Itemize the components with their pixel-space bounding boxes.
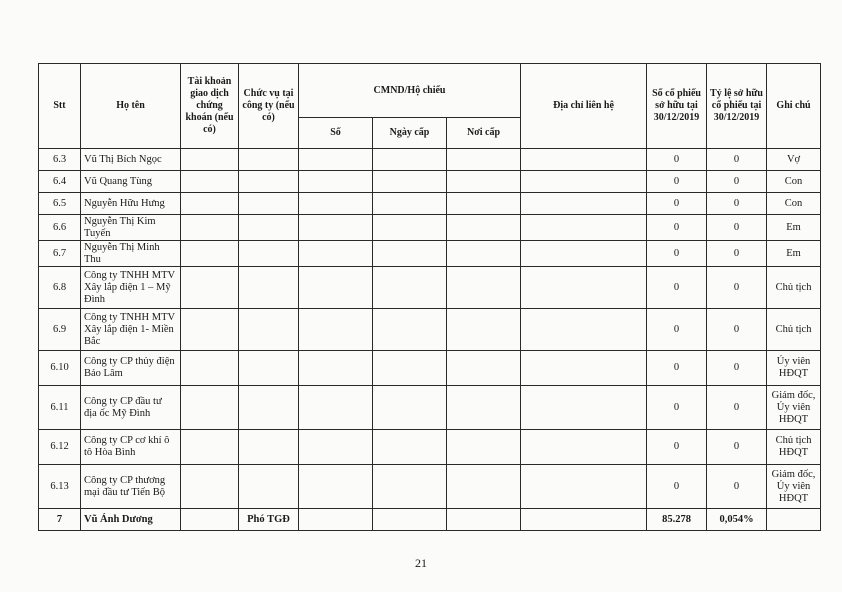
cell-stt: 6.10 <box>39 351 81 386</box>
header-account: Tài khoản giao dịch chứng khoán (nếu có) <box>181 64 239 149</box>
cell-stt: 6.7 <box>39 241 81 267</box>
cell-position <box>239 386 299 430</box>
cell-name: Nguyễn Hữu Hưng <box>81 193 181 215</box>
cell-name: Công ty CP thương mại đầu tư Tiến Bộ <box>81 465 181 509</box>
cell-account <box>181 267 239 309</box>
cell-id-place <box>447 215 521 241</box>
cell-stt: 6.3 <box>39 149 81 171</box>
cell-name: Công ty CP thủy điện Bảo Lâm <box>81 351 181 386</box>
cell-id-no <box>299 309 373 351</box>
cell-id-date <box>373 430 447 465</box>
cell-ratio: 0 <box>707 215 767 241</box>
cell-stt: 6.8 <box>39 267 81 309</box>
cell-id-no <box>299 465 373 509</box>
cell-shares: 0 <box>647 351 707 386</box>
cell-note <box>767 509 821 531</box>
cell-stt: 6.5 <box>39 193 81 215</box>
cell-stt: 6.13 <box>39 465 81 509</box>
cell-shares: 0 <box>647 386 707 430</box>
cell-position <box>239 267 299 309</box>
table-row <box>39 465 821 509</box>
cell-address <box>521 386 647 430</box>
cell-shares: 0 <box>647 215 707 241</box>
cell-id-no <box>299 193 373 215</box>
cell-ratio: 0 <box>707 171 767 193</box>
cell-account <box>181 215 239 241</box>
table-row <box>39 351 821 386</box>
table-row <box>39 509 821 531</box>
table-row <box>39 267 821 309</box>
cell-address <box>521 193 647 215</box>
cell-note: Con <box>767 193 821 215</box>
header-stt: Stt <box>39 64 81 149</box>
cell-name: Nguyễn Thị Kim Tuyến <box>81 215 181 241</box>
cell-id-no <box>299 241 373 267</box>
cell-address <box>521 171 647 193</box>
cell-id-no <box>299 149 373 171</box>
cell-id-place <box>447 309 521 351</box>
cell-name: Công ty TNHH MTV Xây lắp điện 1- Miền Bắc <box>81 309 181 351</box>
cell-account <box>181 465 239 509</box>
cell-id-no <box>299 215 373 241</box>
cell-id-date <box>373 465 447 509</box>
cell-note: Con <box>767 171 821 193</box>
cell-id-date <box>373 149 447 171</box>
cell-name: Công ty TNHH MTV Xây lắp điện 1 – Mỹ Đình <box>81 267 181 309</box>
table-row <box>39 193 821 215</box>
table-row <box>39 149 821 171</box>
cell-position <box>239 149 299 171</box>
cell-note: Ủy viên HĐQT <box>767 351 821 386</box>
cell-address <box>521 309 647 351</box>
cell-position <box>239 465 299 509</box>
table-row <box>39 386 821 430</box>
cell-note: Vợ <box>767 149 821 171</box>
table-row <box>39 309 821 351</box>
cell-shares: 0 <box>647 193 707 215</box>
cell-id-date <box>373 193 447 215</box>
cell-ratio: 0 <box>707 386 767 430</box>
cell-id-place <box>447 430 521 465</box>
cell-id-no <box>299 509 373 531</box>
cell-id-place <box>447 386 521 430</box>
cell-name: Công ty CP đầu tư địa ốc Mỹ Đình <box>81 386 181 430</box>
cell-id-place <box>447 193 521 215</box>
cell-id-place <box>447 149 521 171</box>
cell-id-date <box>373 267 447 309</box>
cell-ratio: 0 <box>707 193 767 215</box>
cell-address <box>521 509 647 531</box>
cell-id-date <box>373 309 447 351</box>
cell-shares: 0 <box>647 171 707 193</box>
cell-shares: 0 <box>647 267 707 309</box>
cell-account <box>181 430 239 465</box>
header-id-card: CMND/Hộ chiếu <box>299 64 521 118</box>
table-row <box>39 430 821 465</box>
cell-name: Vũ Ánh Dương <box>81 509 181 531</box>
cell-stt: 6.4 <box>39 171 81 193</box>
cell-ratio: 0,054% <box>707 509 767 531</box>
cell-account <box>181 351 239 386</box>
cell-id-no <box>299 351 373 386</box>
cell-account <box>181 241 239 267</box>
table-row <box>39 215 821 241</box>
cell-position <box>239 215 299 241</box>
cell-account <box>181 386 239 430</box>
header-shares: Số cổ phiếu sở hữu tại 30/12/2019 <box>647 64 707 149</box>
cell-position <box>239 241 299 267</box>
cell-note: Giám đốc, Ủy viên HĐQT <box>767 465 821 509</box>
cell-note: Chủ tịch <box>767 267 821 309</box>
cell-id-date <box>373 351 447 386</box>
cell-position: Phó TGĐ <box>239 509 299 531</box>
header-issue-date: Ngày cấp <box>373 118 447 149</box>
cell-note: Em <box>767 241 821 267</box>
cell-name: Nguyễn Thị Minh Thu <box>81 241 181 267</box>
cell-note: Chủ tịch HĐQT <box>767 430 821 465</box>
cell-ratio: 0 <box>707 241 767 267</box>
cell-shares: 0 <box>647 309 707 351</box>
cell-id-date <box>373 171 447 193</box>
cell-note: Chủ tịch <box>767 309 821 351</box>
cell-id-no <box>299 171 373 193</box>
cell-address <box>521 351 647 386</box>
cell-stt: 7 <box>39 509 81 531</box>
cell-id-no <box>299 386 373 430</box>
cell-account <box>181 171 239 193</box>
cell-id-place <box>447 267 521 309</box>
cell-ratio: 0 <box>707 149 767 171</box>
cell-id-place <box>447 171 521 193</box>
cell-id-date <box>373 241 447 267</box>
cell-note: Em <box>767 215 821 241</box>
header-id-number: Số <box>299 118 373 149</box>
cell-id-place <box>447 351 521 386</box>
header-note: Ghi chú <box>767 64 821 149</box>
shareholder-table <box>38 63 821 531</box>
cell-id-date <box>373 509 447 531</box>
cell-position <box>239 351 299 386</box>
table-row <box>39 171 821 193</box>
cell-ratio: 0 <box>707 267 767 309</box>
cell-note: Giám đốc, Ủy viên HĐQT <box>767 386 821 430</box>
cell-address <box>521 241 647 267</box>
header-name: Họ tên <box>81 64 181 149</box>
cell-shares: 0 <box>647 241 707 267</box>
cell-account <box>181 149 239 171</box>
cell-position <box>239 309 299 351</box>
cell-name: Vũ Thị Bích Ngọc <box>81 149 181 171</box>
cell-account <box>181 509 239 531</box>
cell-stt: 6.12 <box>39 430 81 465</box>
cell-shares: 85.278 <box>647 509 707 531</box>
cell-address <box>521 465 647 509</box>
cell-stt: 6.9 <box>39 309 81 351</box>
table-row <box>39 241 821 267</box>
page-number: 21 <box>415 556 427 570</box>
cell-position <box>239 171 299 193</box>
header-ratio: Tỷ lệ sở hữu cổ phiếu tại 30/12/2019 <box>707 64 767 149</box>
cell-ratio: 0 <box>707 430 767 465</box>
cell-id-date <box>373 386 447 430</box>
cell-position <box>239 193 299 215</box>
cell-address <box>521 149 647 171</box>
cell-ratio: 0 <box>707 351 767 386</box>
cell-stt: 6.6 <box>39 215 81 241</box>
cell-id-no <box>299 430 373 465</box>
cell-ratio: 0 <box>707 309 767 351</box>
cell-stt: 6.11 <box>39 386 81 430</box>
cell-shares: 0 <box>647 149 707 171</box>
cell-id-place <box>447 509 521 531</box>
cell-id-no <box>299 267 373 309</box>
cell-id-date <box>373 215 447 241</box>
header-address: Địa chỉ liên hệ <box>521 64 647 149</box>
cell-id-place <box>447 465 521 509</box>
cell-name: Công ty CP cơ khí ô tô Hòa Bình <box>81 430 181 465</box>
cell-ratio: 0 <box>707 465 767 509</box>
cell-name: Vũ Quang Tùng <box>81 171 181 193</box>
cell-position <box>239 430 299 465</box>
cell-shares: 0 <box>647 430 707 465</box>
header-position: Chức vụ tại công ty (nếu có) <box>239 64 299 149</box>
cell-address <box>521 430 647 465</box>
cell-shares: 0 <box>647 465 707 509</box>
header-issue-place: Nơi cấp <box>447 118 521 149</box>
cell-account <box>181 193 239 215</box>
cell-id-place <box>447 241 521 267</box>
cell-address <box>521 267 647 309</box>
cell-address <box>521 215 647 241</box>
cell-account <box>181 309 239 351</box>
